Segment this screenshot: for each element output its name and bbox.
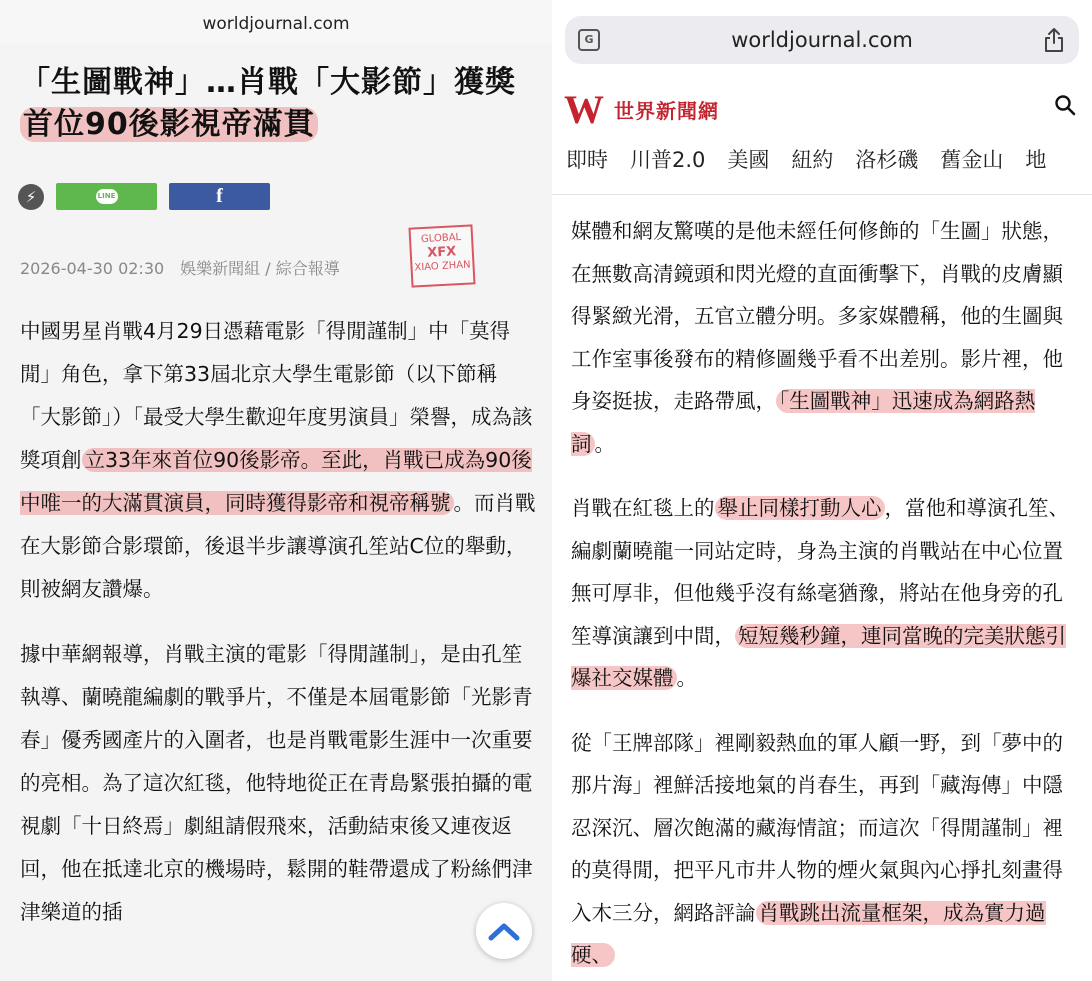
site-name[interactable]: 世界新聞網 bbox=[614, 99, 719, 123]
chevron-up-icon bbox=[488, 921, 520, 941]
nav-item[interactable]: 紐約 bbox=[791, 148, 834, 172]
article-meta: 2026-04-30 02:30 娛樂新聞組 / 綜合報導 bbox=[20, 259, 340, 278]
translate-icon[interactable]: G bbox=[578, 29, 600, 51]
nav-item[interactable]: 洛杉磯 bbox=[855, 148, 919, 172]
headline-highlight: 首位90後影視帝滿貫 bbox=[20, 107, 318, 142]
paragraph bbox=[571, 722, 1076, 977]
nav-item[interactable]: 舊金山 bbox=[940, 148, 1004, 172]
paragraph-text: 中國男星肖戰4月29日憑藉電影「得閒謹制」中「莫得閒」角色，拿下第33屆北京大學生電影節（以下節稱「大影節」）「最受大學生歡迎年度男演員」榮譽，成為該獎項創 bbox=[20, 319, 533, 472]
line-share-button[interactable] bbox=[56, 183, 157, 210]
paragraph-text: 肖戰在紅毯上的 bbox=[571, 496, 715, 520]
article-headline bbox=[0, 44, 552, 146]
site-header bbox=[552, 80, 1092, 135]
paragraph-text: 媒體和網友驚嘆的是他未經任何修飾的「生圖」狀態，在無數高清鏡頭和閃光燈的直面衝擊下，肖戰的皮膚顯得緊緻光滑，五官立體分明。多家媒體稱，他的生圖與工作室事後發布的精修圖幾乎看不出差別。影片裡，他身姿挺拔，走路帶風， bbox=[571, 219, 1063, 413]
highlight: 肖戰跳出流量框架，成為實力過硬、 bbox=[571, 900, 1046, 967]
watermark-stamp bbox=[408, 224, 475, 287]
article-body bbox=[20, 310, 536, 956]
paragraph-text: 。 bbox=[594, 431, 615, 456]
url-bar[interactable]: worldjournal.com bbox=[0, 0, 552, 44]
address-bar[interactable] bbox=[565, 16, 1079, 64]
paragraph bbox=[20, 310, 536, 611]
divider bbox=[552, 194, 1092, 195]
nav-item[interactable]: 川普2.0 bbox=[630, 148, 706, 172]
nav-item[interactable]: 美國 bbox=[727, 148, 770, 172]
nav-item[interactable]: 地 bbox=[1025, 148, 1047, 172]
logo-letter: W bbox=[564, 87, 604, 132]
stamp-line1: GLOBAL bbox=[420, 231, 462, 246]
paragraph-text: 。而肖戰在大影節合影環節，後退半步讓導演孔笙站C位的舉動，則被網友讚爆。 bbox=[20, 491, 536, 601]
url-text: worldjournal.com bbox=[731, 28, 913, 52]
line-icon: LINE bbox=[96, 189, 118, 204]
highlight: 短短幾秒鐘，連同當晚的完美狀態引爆社交媒體 bbox=[571, 623, 1066, 690]
scroll-to-top-button[interactable] bbox=[476, 903, 532, 959]
right-screenshot bbox=[552, 0, 1092, 981]
share-icon[interactable] bbox=[1043, 27, 1065, 53]
highlight: 立33年來首位90後影帝。至此，肖戰已成為90後中唯一的大滿貫演員，同時獲得影帝和視帝稱號 bbox=[20, 448, 532, 515]
paragraph bbox=[571, 210, 1076, 465]
lightning-icon[interactable]: ⚡ bbox=[18, 184, 44, 210]
nav-item[interactable]: 即時 bbox=[566, 148, 608, 172]
category-nav bbox=[566, 144, 1092, 174]
paragraph-text: 。 bbox=[676, 666, 697, 690]
stamp-line2: XFX bbox=[426, 244, 457, 261]
article-body bbox=[571, 210, 1076, 981]
headline-text: 「生圖戰神」…肖戰「大影節」獲獎 bbox=[20, 65, 516, 100]
share-bar bbox=[18, 181, 278, 211]
facebook-share-button[interactable]: f bbox=[169, 183, 270, 210]
highlight: 舉止同樣打動人心 bbox=[715, 496, 885, 520]
paragraph: 據中華網報導，肖戰主演的電影「得閒謹制」，是由孔笙執導、蘭曉龍編劇的戰爭片，不僅是本屆電影節「光影青春」優秀國產片的入圍者，也是肖戰電影生涯中一次重要的亮相。為了這次紅毯，他特地從正在青島緊張拍攝的電視劇「十日終焉」劇組請假飛來，活動結束後又連夜返回，他在抵達北京的機場時，鬆開的鞋帶還成了粉絲們津津樂道的插 bbox=[20, 642, 533, 924]
paragraph-text: 從「王牌部隊」裡剛毅熱血的軍人顧一野，到「夢中的那片海」裡鮮活接地氣的肖春生，再到「藏海傳」中隱忍深沉、層次飽滿的藏海情誼；而這次「得閒謹制」裡的莫得閒，把平凡市井人物的煙火氣與內心掙扎刻畫得入木三分，網路評論 bbox=[571, 730, 1063, 925]
stamp-line3: XIAO ZHAN bbox=[414, 259, 471, 274]
site-logo[interactable] bbox=[564, 86, 604, 133]
highlight: 「生圖戰神」迅速成為網路熱詞 bbox=[571, 389, 1036, 456]
paragraph-text: ，當他和導演孔笙、編劇蘭曉龍一同站定時，身為主演的肖戰站在中心位置無可厚非，但他幾乎沒有絲毫猶豫，將站在他身旁的孔笙導演讓到中間， bbox=[571, 496, 1069, 648]
paragraph bbox=[571, 487, 1076, 700]
search-icon[interactable] bbox=[1054, 94, 1076, 116]
